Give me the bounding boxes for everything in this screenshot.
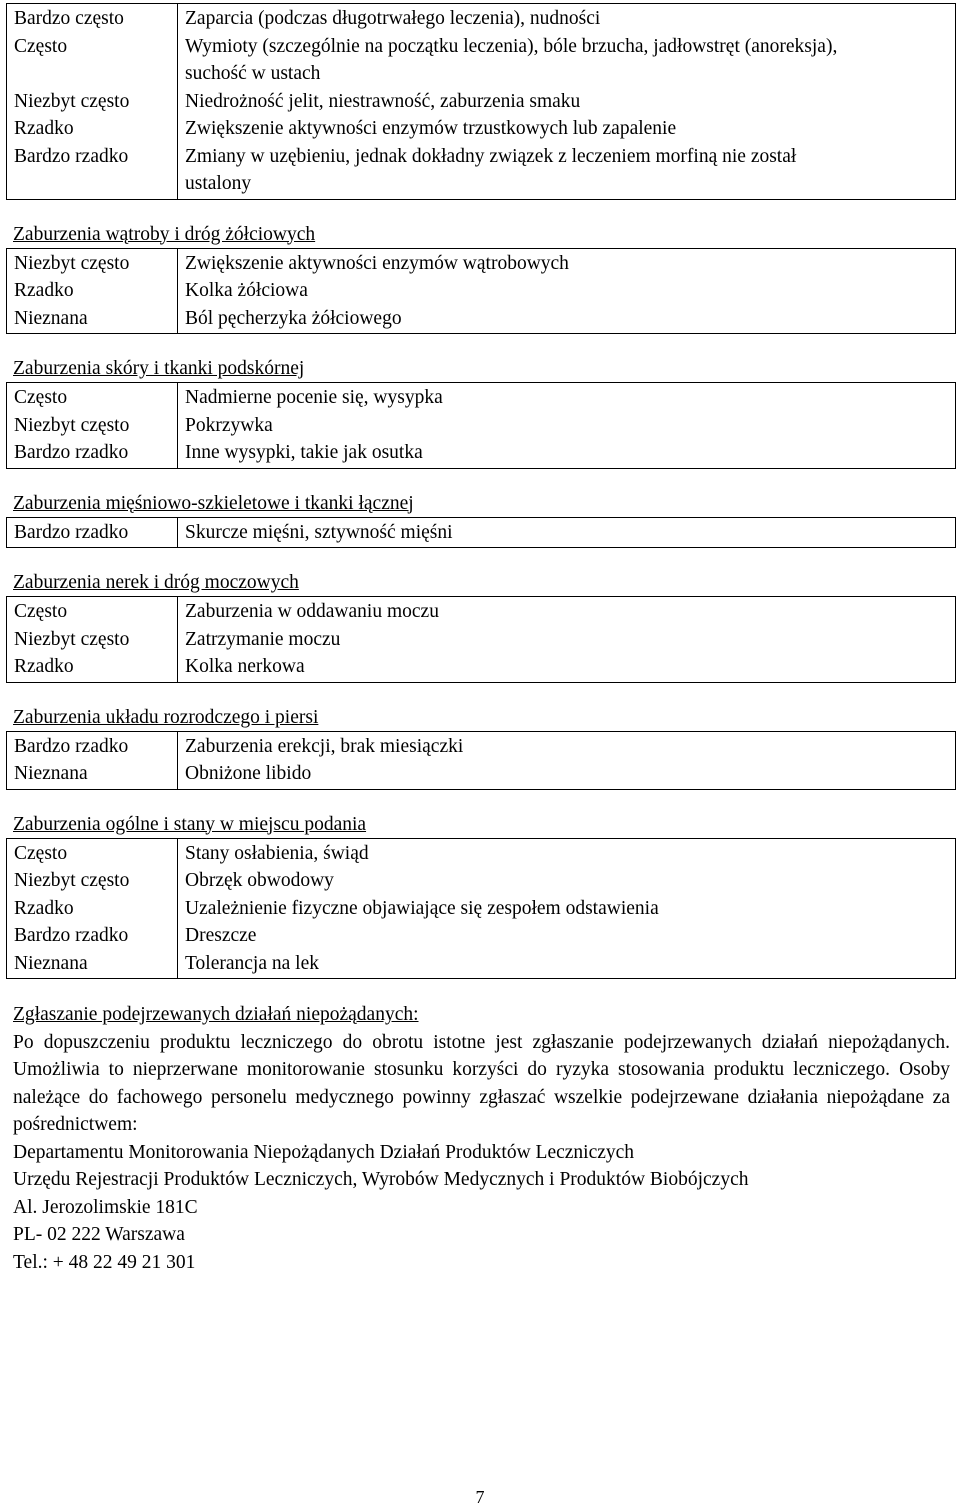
effect-text: Zwiększenie aktywności enzymów wątrobowych [185,252,569,274]
section-table [6,248,956,335]
frequency-label: Niezbyt często [14,90,130,112]
section-title: Zaburzenia wątroby i dróg żółciowych [13,223,316,245]
frequency-label: Często [14,35,68,57]
document-page [6,3,956,1276]
frequency-label: Rzadko [14,897,74,919]
frequency-column [7,838,178,979]
effect-text: Tolerancja na lek [185,952,319,974]
address-line: PL- 02 222 Warszawa [13,1224,185,1245]
effect-text: Zaparcia (podczas długotrwałego leczenia), nudności [185,8,601,29]
effect-text: Obniżone libido [185,763,312,784]
frequency-column [7,731,178,789]
frequency-label: Nieznana [14,763,88,784]
section-title: Zaburzenia nerek i dróg moczowych [13,572,299,593]
frequency-column [7,383,178,469]
section-table [6,731,956,790]
top-adverse-effects-table [6,3,956,200]
frequency-label: Niezbyt często [14,252,130,274]
effect-text: Stany osłabienia, świąd [185,842,369,864]
section-table [6,838,956,980]
effect-text: Nadmierne pocenie się, wysypka [185,387,443,408]
effect-text: Zaburzenia w oddawaniu moczu [185,601,439,622]
effect-text: Inne wysypki, takie jak osutka [185,442,423,463]
reporting-title: Zgłaszanie podejrzewanych działań niepożądanych: [13,1004,419,1025]
frequency-label: Często [14,842,68,864]
frequency-label: Nieznana [14,952,88,974]
address-line: Urzędu Rejestracji Produktów Leczniczych, Wyrobów Medycznych i Produktów Biobójczych [13,1169,749,1190]
frequency-label: Rzadko [14,280,74,301]
effects-column [178,4,956,200]
reporting-address [6,1139,956,1277]
effect-text: Skurcze mięśni, sztywność mięśni [185,521,453,543]
frequency-label: Niezbyt często [14,414,130,436]
page-number: 7 [475,1487,485,1507]
frequency-label: Nieznana [14,307,88,329]
effect-text: Uzależnienie fizyczne objawiające się zespołem odstawienia [185,897,659,919]
section-title: Zaburzenia skóry i tkanki podskórnej [13,358,305,379]
effect-text: Obrzęk obwodowy [185,870,334,891]
section-title: Zaburzenia mięśniowo-szkieletowe i tkanki łącznej [13,492,414,514]
frequency-label: Rzadko [14,118,74,139]
section-table [6,382,956,469]
section-title: Zaburzenia układu rozrodczego i piersi [13,706,319,728]
address-line: Tel.: + 48 22 49 21 301 [13,1251,196,1273]
effects-column [178,597,956,683]
address-line: Departamentu Monitorowania Niepożądanych Działań Produktów Leczniczych [13,1141,635,1163]
effect-text: Zmiany w uzębieniu, jednak dokładny związek z leczeniem morfiną nie został [185,145,797,167]
effects-column [178,731,956,789]
effect-text: Wymioty (szczególnie na początku leczenia), bóle brzucha, jadłowstręt (anoreksja), [185,35,838,57]
frequency-label: Niezbyt często [14,870,130,891]
frequency-column [7,517,178,548]
section-title: Zaburzenia ogólne i stany w miejscu podania [13,813,367,835]
frequency-column [7,597,178,683]
effects-column [178,838,956,979]
section-table [6,517,956,549]
effects-column [178,517,956,548]
effect-text: Kolka żółciowa [185,280,308,301]
frequency-label: Bardzo rzadko [14,735,129,757]
frequency-label: Bardzo rzadko [14,442,129,463]
effect-text: suchość w ustach [185,63,321,84]
effect-text: Zaburzenia erekcji, brak miesiączki [185,735,464,757]
reporting-body: Po dopuszczeniu produktu leczniczego do obrotu istotne jest zgłaszanie podejrzewanych działań niepożądanych. Umożliwia to nieprzerwane monitorowanie stosunku korzyści do ryzyka stosowania produktu leczniczego. Osoby należące do fachowego personelu medycznego powinny zgłaszać wszelkie podejrzewane działania niepożądane za pośrednictwem: [13,1031,950,1135]
effect-text: Zatrzymanie moczu [185,628,341,650]
section-table [6,596,956,683]
effect-text: Pokrzywka [185,414,273,436]
sections-container [6,221,956,980]
frequency-label: Bardzo rzadko [14,521,129,543]
frequency-label: Często [14,601,68,622]
effect-text: Niedrożność jelit, niestrawność, zaburzenia smaku [185,90,581,112]
frequency-column [7,4,178,200]
effect-text: Zwiększenie aktywności enzymów trzustkowych lub zapalenie [185,118,677,139]
effects-column [178,248,956,334]
effect-text: Ból pęcherzyka żółciowego [185,307,402,329]
frequency-column [7,248,178,334]
effect-text: ustalony [185,173,252,194]
frequency-label: Rzadko [14,656,74,677]
effects-column [178,383,956,469]
frequency-label: Bardzo rzadko [14,145,129,167]
frequency-label: Bardzo często [14,8,124,29]
frequency-label: Często [14,387,68,408]
frequency-label: Bardzo rzadko [14,925,129,946]
address-line: Al. Jerozolimskie 181C [13,1196,198,1218]
effect-text: Kolka nerkowa [185,656,305,677]
frequency-label: Niezbyt często [14,628,130,650]
effect-text: Dreszcze [185,925,257,946]
